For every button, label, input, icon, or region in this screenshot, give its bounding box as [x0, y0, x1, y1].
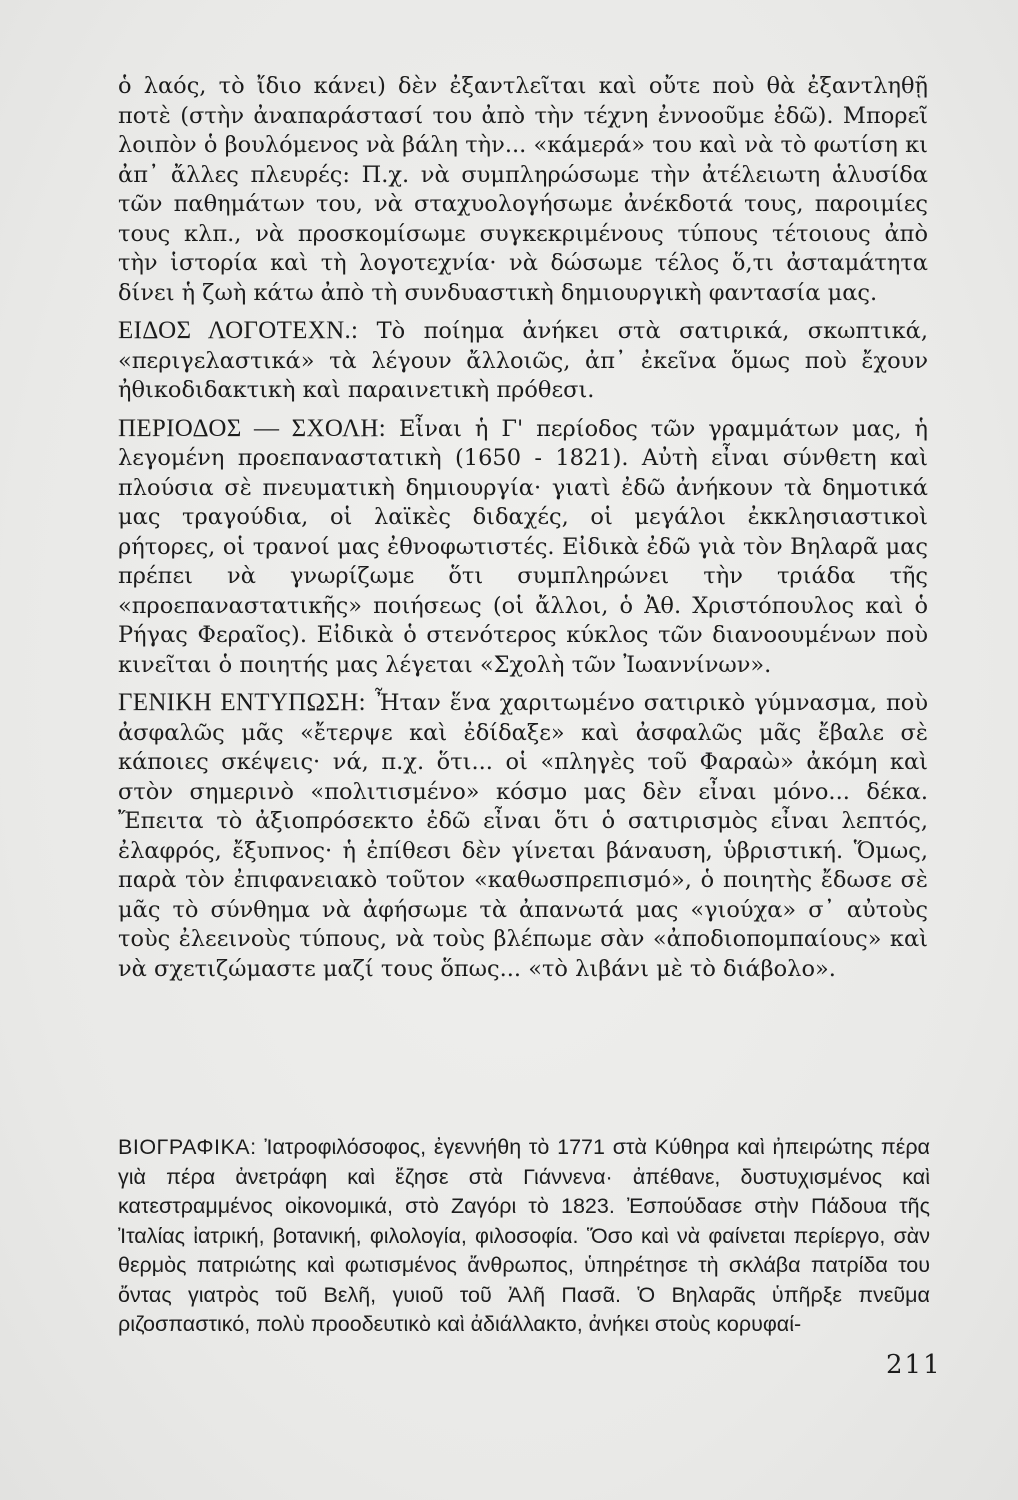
geniki-heading: ΓΕΝΙΚΗ ΕΝΤΥΠΩΣΗ: [118, 689, 366, 716]
main-text-block [118, 72, 928, 992]
geniki-paragraph [118, 688, 928, 984]
eidos-heading: ΕΙΔΟΣ ΛΟΓΟΤΕΧΝ.: [118, 317, 359, 344]
eidos-text: Τὸ ποίημα ἀνήκει στὰ σατιρικά, σκωπτικά, «περιγελαστικά» τὰ λέγουν ἄλλοιῶς, ἀπ᾽ ἐκεῖνα ὅμως ποὺ ἔχουν ἠθικοδιδακτικὴ καὶ παραινετικὴ πρόθεσι. [118, 318, 928, 403]
biography-label: ΒΙΟΓΡΑΦΙΚΑ: [118, 1135, 257, 1159]
biography-block [118, 1133, 930, 1340]
periodos-paragraph [118, 414, 928, 681]
biography-paragraph [118, 1133, 930, 1340]
geniki-text: Ἦταν ἕνα χαριτωμένο σατιρικὸ γύμνασμα, ποὺ ἀσφαλῶς μᾶς «ἔτερψε καὶ ἐδίδαξε» καὶ ἀσφαλῶς μᾶς ἔβαλε σὲ κάποιες σκέψεις· νά, π.χ. ὅτι... οἱ «πληγὲς τοῦ Φαραὼ» ἀκόμη καὶ στὸν σημερινὸ «πολιτισμένο» κόσμο μας δὲν εἶναι μόνο... δέκα. Ἔπειτα τὸ ἀξιοπρόσεκτο ἐδῶ εἶναι ὅτι ὁ σατιρισμὸς εἶναι λεπτός, ἐλαφρός, ἔξυπνος· ἡ ἐπίθεσι δὲν γίνεται βάναυση, ὑβριστική. Ὅμως, παρὰ τὸν ἐπιφανειακὸ τοῦτον «καθωσπρεπισμό», ὁ ποιητὴς ἔδωσε σὲ μᾶς τὸ σύνθημα νὰ ἀφήσωμε τὰ ἀπανωτά μας «γιούχα» σ᾽ αὐτοὺς τοὺς ἐλεεινοὺς τύπους, νὰ τοὺς βλέπωμε σὰν «ἀποδιοπομπαίους» καὶ νὰ σχετιζώμαστε μαζί τους ὅπως... «τὸ λιβάνι μὲ τὸ διάβολο». [118, 690, 929, 982]
periodos-heading: ΠΕΡΙΟΔΟΣ — ΣΧΟΛΗ: [118, 414, 387, 442]
page-number: 211 [886, 1350, 942, 1380]
intro-text: ὁ λαός, τὸ ἴδιο κάνει) δὲν ἐξαντλεῖται καὶ οὔτε ποὺ θὰ ἐξαντληθῇ ποτὲ (στὴν ἀναπαράστασί του ἀπὸ τὴν τέχνη ἐννοοῦμε ἐδῶ). Μπορεῖ λοιπὸν ὁ βουλόμενος νὰ βάλη τὴν... «κάμερά» του καὶ νὰ τὸ φωτίση κι ἀπ᾽ ἄλλες πλευρές: Π.χ. νὰ συμπληρώσωμε τὴν ἀτέλειωτη ἁλυσίδα τῶν παθημάτων του, νὰ σταχυολογήσωμε ἀνέκδοτά τους, παροιμίες τους κλπ., νὰ προσκομίσωμε συγκεκριμένους τύπους τέτοιους ἀπὸ τὴν ἱστορία καὶ τὴ λογοτεχνία· νὰ δώσωμε τέλος ὅ,τι ἀσταμάτητα δίνει ἡ ζωὴ κάτω ἀπὸ τὴ συνδυαστικὴ δημιουργικὴ φαντασία μας. [118, 73, 928, 306]
biography-text: Ἰατροφιλόσοφος, ἐγεννήθη τὸ 1771 στὰ Κύθηρα καὶ ἠπειρώτης πέρα γιὰ πέρα ἀνετράφη καὶ ἔζησε στὰ Γιάννενα· ἀπέθανε, δυστυχισμένος καὶ κατεστραμμένος οἰκονομικά, στὸ Ζαγόρι τὸ 1823. Ἐσπούδασε στὴν Πάδουα τῆς Ἰταλίας ἰατρική, βοτανική, φιλολογία, φιλοσοφία. Ὅσο καὶ νὰ φαίνεται περίεργο, σὰν θερμὸς πατριώτης καὶ φωτισμένος ἄνθρωπος, ὑπηρέτησε τὴ σκλάβα πατρίδα του ὄντας γιατρὸς τοῦ Βελῆ, γυιοῦ τοῦ Ἀλῆ Πασᾶ. Ὁ Βηλαρᾶς ὑπῆρξε πνεῦμα ριζοσπαστικό, πολὺ προοδευτικὸ καὶ ἀδιάλλακτο, ἀνήκει στοὺς κορυφαί- [118, 1135, 930, 1336]
periodos-text: Εἶναι ἡ Γ' περίοδος τῶν γραμμάτων μας, ἡ λεγομένη προεπαναστατικὴ (1650 - 1821). Αὐτὴ εἶναι σύνθετη καὶ πλούσια σὲ πνευματικὴ δημιουργία· γιατὶ ἐδῶ ἀνήκουν τὰ δημοτικά μας τραγούδια, οἱ λαϊκὲς διδαχές, οἱ μεγάλοι ἐκκλησιαστικοὶ ρήτορες, οἱ τρανοί μας ἐθνοφωτιστές. Εἰδικὰ ἐδῶ γιὰ τὸν Βηλαρᾶ μας πρέπει νὰ γνωρίζωμε ὅτι συμπληρώνει τὴν τριάδα τῆς «προεπαναστατικῆς» ποιήσεως (οἱ ἄλλοι, ὁ Ἀθ. Χριστόπουλος καὶ ὁ Ρήγας Φεραῖος). Εἰδικὰ ὁ στενότερος κύκλος τῶν διανοουμένων ποὺ κινεῖται ὁ ποιητής μας λέγεται «Σχολὴ τῶν Ἰωαννίνων». [118, 415, 928, 678]
eidos-paragraph [118, 316, 928, 406]
intro-paragraph [118, 72, 928, 308]
